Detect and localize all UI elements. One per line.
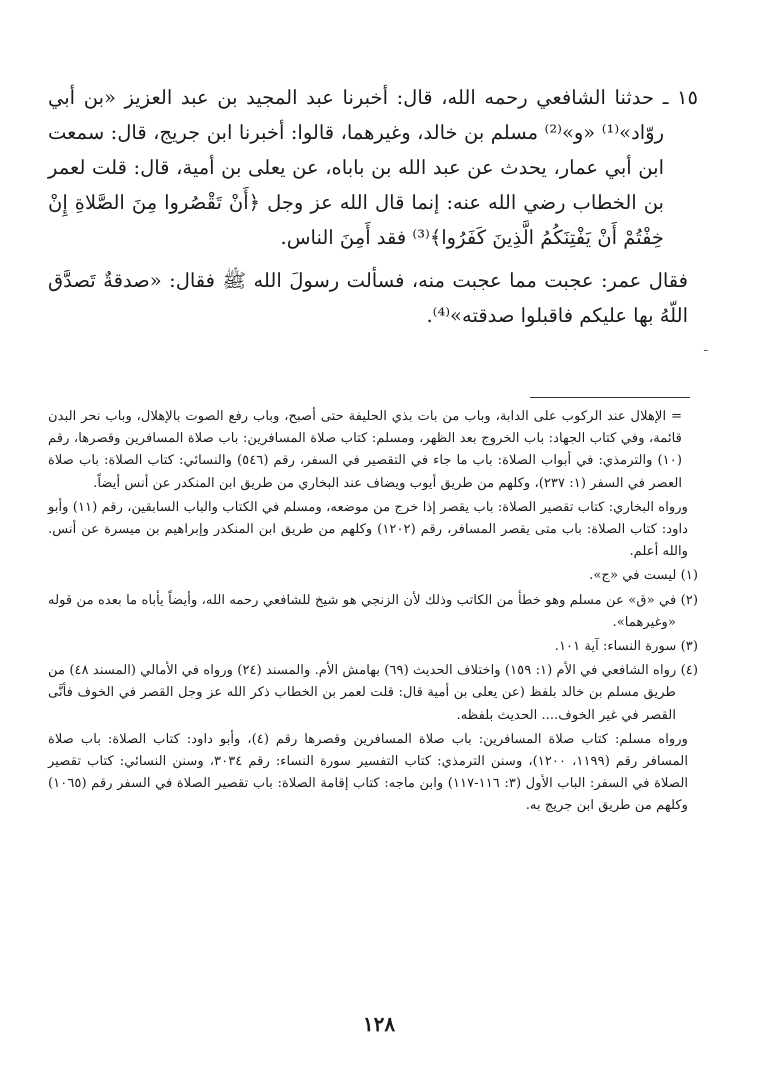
main-text	[48, 80, 698, 341]
page-number: ١٢٨	[362, 1012, 396, 1036]
footnote-continuation-2: ورواه البخاري: كتاب تقصير الصلاة: باب يقصر إذا خرج من موضعه، ومسلم في الكتاب والباب السابقين، رقم (١١) وأبو داود: كتاب الصلاة: باب متى يقصر المسافر، رقم (١٢٠٢) وكلهم من طريق ابن المنكدر وإبراهيم بن ميسرة عن أنس. والله أعلم.	[48, 499, 688, 560]
footnote-separator	[530, 397, 690, 398]
footnote-2: (٢) في «ق» عن مسلم وهو خطأ من الكاتب وذلك لأن الزنجي هو شيخ للشافعي رحمه الله، وأيضاً يأباه ما بعده من قوله «وغيرهما».	[48, 592, 698, 630]
hadith-paragraph: ١٥ ـ حدثنا الشافعي رحمه الله، قال: أخبرنا عبد المجيد بن عبد العزيز «بن أبي روّاد»⁽¹⁾ «و»⁽²⁾ مسلم بن خالد، وغيرهما، قالوا: أخبرنا ابن جريج، قال: سمعت ابن أبي عمار، يحدث عن عبد الله بن باباه، عن يعلى بن أمية، قال: قلت لعمر بن الخطاب رضي الله عنه: إنما قال الله عز وجل ﴿أَنْ تَقْصُروا مِنَ الصَّلاةِ إِنْ خِفْتُمْ أَنْ يَفْتِنَكُمُ الَّذِينَ كَفَرُوا﴾⁽³⁾ فقد أَمِنَ الناس.	[48, 86, 698, 249]
footnote-4: (٤) رواه الشافعي في الأم (١: ١٥٩) واختلاف الحديث (٦٩) بهامش الأم. والمسند (٢٤) ورواه في الأمالي (المسند ٤٨) من طريق مسلم بن خالد بلفظ (عن يعلى بن أمية قال: قلت لعمر بن الخطاب ذكر الله عز وجل القصر في الخوف فأنَّى القصر في غير الخوف.... الحديث بلفظه.	[48, 663, 698, 723]
footnote-4-continuation: ورواه مسلم: كتاب صلاة المسافرين: باب صلاة المسافرين وقصرها رقم (٤)، وأبو داود: كتاب الصلاة: باب صلاة المسافر رقم (١١٩٩، ١٢٠٠)، وسنن الترمذي: كتاب التفسير سورة النساء: رقم ٣٠٣٤، وسنن النسائي: كتاب تقصير الصلاة في السفر: الباب الأول (٣: ١١٦-١١٧) وابن ماجه: كتاب إقامة الصلاة: باب تقصير الصلاة في السفر رقم (١٠٦٥) وكلهم من طريق ابن جريج به.	[48, 731, 689, 814]
continuation-paragraph: فقال عمر: عجبت مما عجبت منه، فسألت رسولَ الله ﷺ فقال: «صدقةٌ تَصدَّق اللّهُ بها عليكم فاقبلوا صدقته»⁽⁴⁾.	[48, 269, 688, 327]
footnotes	[48, 406, 698, 820]
footnote-3: (٣) سورة النساء: آية ١٠١.	[554, 639, 698, 655]
footnote-1: (١) ليست في «ج».	[589, 568, 698, 584]
footnote-continuation: = الإهلال عند الركوب على الدابة، وباب من بات بذي الحليفة حتى أصبح، وباب رفع الصوت بالإهلال، وباب نحر البدن قائمة، وفي كتاب الجهاد: باب الخروج بعد الظهر، ومسلم: كتاب صلاة المسافرين: باب صلاة المسافرين وقصرها، رقم (١٠) والترمذي: في أبواب الصلاة: باب ما جاء في التقصير في السفر، رقم (٥٤٦) والنسائي: كتاب الصلاة: باب صلاة العصر في السفر (١: ٢٣٧)، وكلهم من طريق أيوب ويضاف عند البخاري من طريق ابن المنكدر عن أنس أيضاً.	[48, 409, 682, 491]
margin-mark: ـ	[704, 340, 708, 354]
